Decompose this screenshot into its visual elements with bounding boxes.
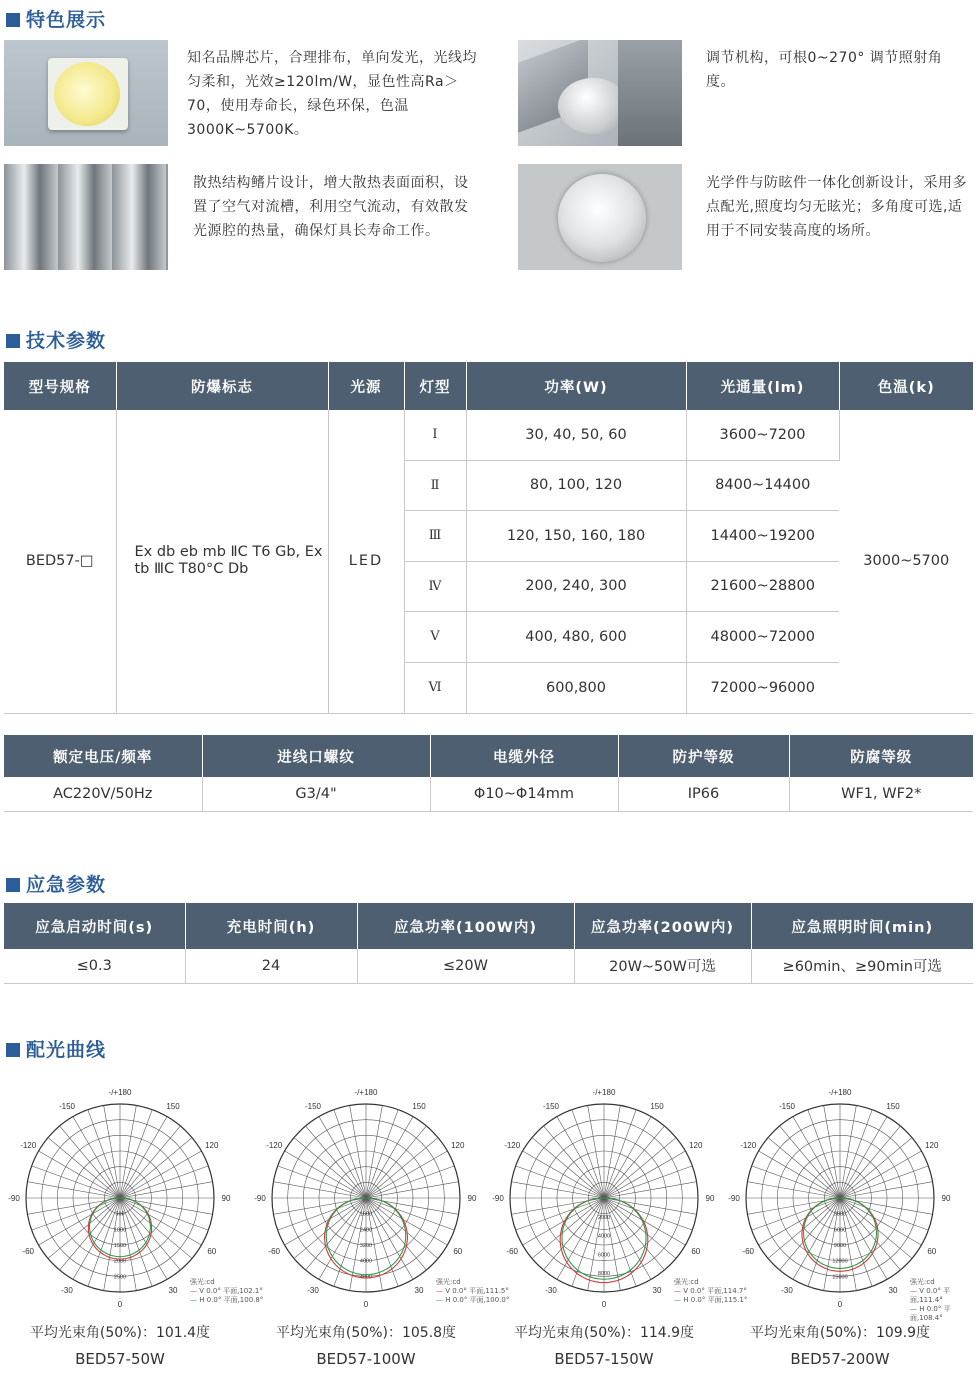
cell-type: Ⅳ (404, 561, 466, 611)
cell-voltage: AC220V/50Hz (4, 777, 202, 811)
legend-h-plane: — H 0.0° 平面,100.0° (436, 1296, 510, 1304)
section-title-curves: 配光曲线 (6, 1035, 106, 1062)
polar-tick-label: 4000 (359, 1258, 373, 1265)
legend-v-plane: — V 0.0° 平面,102.1° (190, 1287, 263, 1295)
polar-tick-label: 8000 (597, 1271, 611, 1278)
th-voltage: 额定电压/频率 (4, 735, 202, 777)
th-thread: 进线口螺纹 (202, 735, 430, 777)
electrical-table (4, 735, 973, 812)
cell-flux: 8400~14400 (686, 460, 839, 510)
legend-title: 强光:cd (190, 1278, 215, 1286)
cell-power-100: ≤20W (357, 949, 574, 983)
polar-angle-label: 30 (888, 1285, 898, 1295)
polar-angle-label: -90 (8, 1194, 20, 1203)
cell-flux: 48000~72000 (686, 611, 839, 662)
heatsink-fins-photo (4, 164, 168, 270)
cell-type: Ⅴ (404, 611, 466, 662)
polar-tick-label: 6000 (833, 1227, 847, 1234)
tech-params-table (4, 362, 973, 714)
polar-angle-label: 60 (927, 1247, 937, 1256)
polar-angle-label: 150 (650, 1102, 664, 1112)
polar-angle-label: 90 (221, 1194, 231, 1203)
polar-angle-label: -30 (61, 1285, 73, 1295)
polar-legend (910, 1278, 979, 1323)
polar-angle-label: -150 (58, 1102, 76, 1112)
cell-duration: ≥60min、≥90min可选 (751, 949, 973, 983)
legend-h-plane: — H 0.0° 平面,108.4° (910, 1305, 951, 1322)
polar-angle-label: -/+180 (592, 1088, 616, 1097)
polar-angle-label: 120 (925, 1141, 939, 1150)
polar-angle-label: -60 (22, 1247, 34, 1256)
polar-tick-label: 500 (115, 1211, 125, 1218)
polar-tick-label: 4000 (597, 1233, 611, 1240)
optical-lens-photo (518, 164, 682, 270)
polar-angle-label: -30 (781, 1285, 793, 1295)
th-charge-time: 充电时间(h) (185, 903, 357, 949)
polar-tick-label: 1000 (113, 1227, 127, 1234)
cell-thread: G3/4" (202, 777, 430, 811)
cell-flux: 72000~96000 (686, 662, 839, 713)
th-cct: 色温(k) (839, 362, 973, 410)
feature-text-4: 光学件与防眩件一体化创新设计，采用多点配光,照度均匀无眩光；多角度可选,适用于不同安装高度的场所。 (706, 175, 967, 239)
polar-angle-label: 30 (652, 1285, 662, 1295)
th-power-200: 应急功率(200W内) (574, 903, 751, 949)
polar-angle-label: -150 (304, 1102, 322, 1112)
polar-tick-label: 3000 (833, 1211, 847, 1218)
polar-angle-label: 150 (166, 1102, 180, 1112)
polar-angle-label: -90 (728, 1194, 740, 1203)
cell-source: LED (328, 410, 404, 713)
th-power: 功率(W) (466, 362, 686, 410)
polar-tick-label: 2000 (597, 1214, 611, 1221)
cell-power-200: 20W~50W可选 (574, 949, 751, 983)
legend-v-plane: — V 0.0° 平面,111.4° (910, 1287, 951, 1304)
polar-angle-label: 0 (117, 1300, 123, 1309)
polar-angle-label: 60 (207, 1247, 217, 1256)
table-row (4, 410, 973, 460)
polar-tick-label: 9000 (833, 1243, 847, 1249)
polar-angle-label: -/+180 (108, 1088, 132, 1097)
polar-angle-label: -120 (20, 1141, 37, 1150)
polar-tick-label: 1600 (359, 1211, 373, 1218)
th-type: 灯型 (404, 362, 466, 410)
cell-power: 30, 40, 50, 60 (466, 410, 686, 460)
cell-ex-mark: Ex db eb mb ⅡC T6 Gb, Ex tb ⅢC T80°C Db (116, 410, 328, 713)
cell-type: Ⅰ (404, 410, 466, 460)
polar-angle-label: -/+180 (354, 1088, 378, 1097)
feature-text-1: 知名品牌芯片，合理排布，单向发光，光线均匀柔和，光效≥120lm/W，显色性高Ra＞70，使用寿命长，绿色环保，色温3000K~5700K。 (187, 50, 477, 138)
polar-angle-label: -60 (506, 1247, 518, 1256)
polar-angle-label: 90 (705, 1194, 715, 1203)
polar-angle-label: -60 (742, 1247, 754, 1256)
section-title-tech: 技术参数 (6, 326, 106, 353)
polar-tick-label: 2000 (113, 1258, 127, 1265)
polar-tick-label: 2500 (113, 1274, 127, 1281)
polar-angle-label: 120 (689, 1141, 703, 1150)
polar-angle-label: -120 (266, 1141, 283, 1150)
legend-title: 强光:cd (436, 1278, 461, 1286)
th-ex: 防爆标志 (116, 362, 328, 410)
cell-flux: 3600~7200 (686, 410, 839, 460)
polar-angle-label: -30 (307, 1285, 319, 1295)
polar-angle-label: -/+180 (828, 1088, 852, 1097)
cell-flux: 14400~19200 (686, 510, 839, 561)
legend-h-plane: — H 0.0° 平面,115.1° (674, 1296, 748, 1304)
polar-tick-label: 15000 (832, 1274, 848, 1281)
cell-cable: Φ10~Φ14mm (430, 777, 618, 811)
cell-charge-time: 24 (185, 949, 357, 983)
model-caption: BED57-100W (316, 1350, 416, 1368)
legend-h-plane: — H 0.0° 平面,100.8° (190, 1296, 264, 1304)
polar-angle-label: -90 (492, 1194, 504, 1203)
table-row (4, 777, 973, 811)
cell-power: 600,800 (466, 662, 686, 713)
polar-angle-label: -30 (545, 1285, 557, 1295)
polar-angle-label: 120 (451, 1141, 465, 1150)
polar-tick-label: 12000 (832, 1258, 848, 1265)
th-anticorrosion: 防腐等级 (789, 735, 973, 777)
beam-angle-caption: 平均光束角(50%)：105.8度 (275, 1325, 457, 1341)
polar-angle-label: -150 (778, 1102, 796, 1112)
th-duration: 应急照明时间(min) (751, 903, 973, 949)
cell-ip: IP66 (618, 777, 789, 811)
polar-tick-label: 3200 (359, 1243, 373, 1249)
polar-angle-label: 0 (837, 1300, 843, 1309)
th-source: 光源 (328, 362, 404, 410)
cell-anticorrosion: WF1, WF2* (789, 777, 973, 811)
section-title-emergency: 应急参数 (6, 870, 106, 897)
led-chip-photo (4, 40, 168, 146)
polar-angle-label: 90 (467, 1194, 477, 1203)
beam-angle-caption: 平均光束角(50%)：114.9度 (513, 1325, 695, 1341)
cell-power: 200, 240, 300 (466, 561, 686, 611)
th-start-time: 应急启动时间(s) (4, 903, 185, 949)
polar-angle-label: 30 (168, 1285, 178, 1295)
cell-power: 80, 100, 120 (466, 460, 686, 510)
beam-angle-caption: 平均光束角(50%)：101.4度 (29, 1325, 211, 1341)
cell-power: 400, 480, 600 (466, 611, 686, 662)
table-row (4, 949, 973, 983)
legend-title: 强光:cd (674, 1278, 699, 1286)
feature-text-3: 散热结构鳍片设计，增大散热表面面积，设置了空气对流槽，利用空气流动，有效散发光源腔的热量，确保灯具长寿命工作。 (193, 175, 469, 239)
cell-type: Ⅱ (404, 460, 466, 510)
cell-cct: 3000~5700 (839, 410, 973, 713)
polar-angle-label: 60 (453, 1247, 463, 1256)
legend-title: 强光:cd (910, 1278, 935, 1286)
beam-angle-caption: 平均光束角(50%)：109.9度 (749, 1325, 931, 1341)
polar-angle-label: 0 (601, 1300, 607, 1309)
polar-angle-label: -120 (740, 1141, 757, 1150)
cell-power: 120, 150, 160, 180 (466, 510, 686, 561)
legend-v-plane: — V 0.0° 平面,111.5° (436, 1287, 509, 1295)
polar-angle-label: -60 (268, 1247, 280, 1256)
polar-angle-label: 60 (691, 1247, 701, 1256)
polar-angle-label: -90 (254, 1194, 266, 1203)
th-model: 型号规格 (4, 362, 116, 410)
cell-type: Ⅲ (404, 510, 466, 561)
polar-tick-label: 4800 (359, 1274, 373, 1281)
th-power-100: 应急功率(100W内) (357, 903, 574, 949)
polar-angle-label: 150 (412, 1102, 426, 1112)
cell-start-time: ≤0.3 (4, 949, 185, 983)
polar-angle-label: 0 (363, 1300, 369, 1309)
polar-tick-label: 2400 (359, 1227, 373, 1234)
th-cable: 电缆外径 (430, 735, 618, 777)
polar-angle-label: 90 (941, 1194, 951, 1203)
polar-tick-label: 1500 (113, 1243, 127, 1249)
cell-type: Ⅵ (404, 662, 466, 713)
polar-angle-label: -150 (542, 1102, 560, 1112)
cell-model: BED57-□ (4, 410, 116, 713)
th-flux: 光通量(lm) (686, 362, 839, 410)
emergency-table (4, 903, 973, 984)
adjust-knob-photo (518, 40, 682, 146)
polar-tick-label: 6000 (597, 1252, 611, 1259)
polar-angle-label: -120 (504, 1141, 521, 1150)
cell-flux: 21600~28800 (686, 561, 839, 611)
polar-angle-label: 30 (414, 1285, 424, 1295)
section-title-features: 特色展示 (6, 5, 106, 32)
polar-angle-label: 150 (886, 1102, 900, 1112)
feature-text-2: 调节机构，可根0~270° 调节照射角度。 (706, 50, 943, 90)
polar-angle-label: 120 (205, 1141, 219, 1150)
model-caption: BED57-200W (790, 1350, 890, 1368)
model-caption: BED57-50W (75, 1350, 165, 1368)
th-ip: 防护等级 (618, 735, 789, 777)
legend-v-plane: — V 0.0° 平面,114.7° (674, 1287, 747, 1295)
model-caption: BED57-150W (554, 1350, 654, 1368)
